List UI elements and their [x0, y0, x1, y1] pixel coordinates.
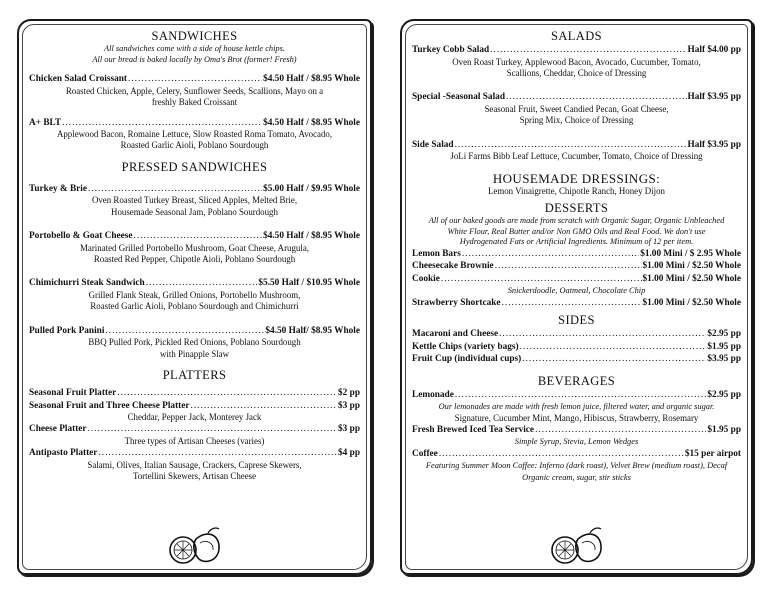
item-description: Tortellini Skewers, Artisan Cheese [132, 471, 257, 482]
item-price: $1.00 Mini / $ 2.95 Whole [640, 248, 741, 259]
item-price: $2.95 pp [707, 389, 741, 400]
item-price: $4.50 Half / $8.95 Whole [263, 231, 360, 242]
item-name: Chicken Salad Croissant [29, 74, 127, 85]
item-name: Seasonal Fruit Platter [29, 388, 117, 399]
item-description: Oven Roast Turkey, Applewood Bacon, Avocado, Cucumber, Tomato, [452, 56, 701, 67]
section-title-sides: SIDES [558, 313, 595, 328]
item-price: $1.00 Mini / $2.50 Whole [642, 261, 741, 272]
section-title-sandwiches: SANDWICHES [151, 29, 238, 43]
item-description: Three types of Artisan Cheeses (varies) [124, 435, 265, 446]
item-price: $4.50 Half/ $8.95 Whole [265, 325, 360, 336]
item-price: $1.95 pp [707, 424, 741, 435]
item-description: Roasted Chicken, Apple, Celery, Sunflower Seeds, Scallions, Mayo on a [65, 85, 324, 96]
item-description: Applewood Bacon, Romaine Lettuce, Slow Roasted Roma Tomato, Avocado, [56, 129, 333, 139]
dessert-note: All of our baked goods are made from scratch with Organic Sugar, Organic Unbleached [428, 215, 725, 225]
item-price: $3 pp [338, 400, 360, 411]
menu-panel-left [17, 19, 372, 575]
menu-item [412, 448, 741, 461]
item-name: Chimichurri Steak Sandwich [29, 278, 145, 289]
section-title-desserts: DESSERTS [544, 200, 609, 215]
item-name: Kettle Chips (variety bags) [412, 341, 519, 352]
menu-item [412, 353, 741, 366]
menu-item [29, 447, 360, 460]
fruit-illustration-icon [546, 525, 608, 569]
item-price: $5.50 Half / $10.95 Whole [258, 278, 360, 289]
menu-item [29, 230, 360, 265]
item-description: Scallions, Cheddar, Choice of Dressing [506, 67, 647, 78]
item-description: Housemade Seasonal Jam, Poblano Sourdough [111, 206, 278, 217]
item-price: $4.50 Half / $8.95 Whole [263, 74, 360, 85]
lemonade-flavors: Signature, Cucumber Mint, Mango, Hibiscus, Strawberry, Rosemary [454, 412, 699, 423]
section-title-dressings: HOUSEMADE DRESSINGS: [492, 170, 661, 186]
item-name: Fruit Cup (individual cups) [412, 354, 522, 365]
item-name: Lemonade [412, 389, 454, 400]
item-description: Roasted Garlic Aioli, Poblano Sourdough [120, 140, 269, 151]
item-description: Grilled Flank Steak, Grilled Onions, Portobello Mushroom, [88, 289, 301, 300]
menu-item [412, 297, 741, 310]
menu-item [29, 423, 360, 436]
item-name: Antipasto Platter [29, 448, 98, 459]
item-name: Macaroni and Cheese [412, 329, 499, 340]
menu-item [29, 325, 360, 360]
section-title-pressed-sandwiches: PRESSED SANDWICHES [121, 159, 268, 174]
item-description: Salami, Olives, Italian Sausage, Crackers, Caprese Skewers, [87, 459, 302, 470]
item-description: with Pinapple Slaw [159, 348, 230, 359]
bread-note: All our bread is baked locally by Oma's Brot (former! Fresh) [92, 54, 297, 64]
item-price: Half $4.00 pp [687, 45, 741, 55]
item-price: $15 per airpot [684, 448, 741, 459]
item-price: $2 pp [338, 388, 360, 399]
item-name: Cookie [412, 273, 440, 284]
item-price: $2.95 pp [707, 329, 741, 340]
section-title-platters: PLATTERS [162, 368, 227, 383]
sandwich-note: All sandwiches come with a side of house kettle chips. [104, 44, 285, 53]
item-name: Cheesecake Brownie [412, 261, 494, 272]
item-name: Lemon Bars [412, 248, 461, 259]
item-name: Side Salad [412, 139, 454, 150]
item-name: Strawberry Shortcake [412, 297, 501, 308]
item-name: Coffee [412, 448, 438, 459]
item-price: $4.50 Half / $8.95 Whole [263, 117, 360, 128]
menu-panel-right [400, 19, 753, 575]
item-price: Half $3.95 pp [687, 139, 741, 150]
item-price: Half $3.95 pp [687, 92, 741, 103]
item-price: $5.00 Half / $9.95 Whole [263, 183, 360, 194]
menu-item [29, 73, 360, 108]
menu-item [412, 44, 741, 79]
item-description: Roasted Garlic Aioli, Poblano Sourdough and Chimichurri [90, 301, 299, 312]
item-name: Portobello & Goat Cheese [29, 231, 133, 242]
item-name: Seasonal Fruit and Three Cheese Platter [29, 400, 190, 411]
item-price: $3 pp [338, 424, 360, 435]
dessert-note: Hydrogenated Fats or Artificial Ingredients. Minimum of 12 per item. [459, 237, 694, 247]
menu-item [29, 387, 360, 400]
menu-item [412, 91, 741, 126]
item-description: Roasted Red Pepper, Chipotle Aioli, Poblano Sourdough [93, 254, 296, 265]
coffee-note: Organic cream, sugar, stir sticks [522, 472, 631, 482]
item-price: $1.00 Mini / $2.50 Whole [642, 273, 741, 284]
menu-item [412, 260, 741, 273]
tea-note: Simple Syrup, Stevia, Lemon Wedges [514, 437, 639, 447]
menu-item [412, 273, 741, 286]
item-name: Turkey & Brie [29, 183, 88, 194]
item-name: A+ BLT [29, 117, 62, 128]
menu-item [29, 117, 360, 152]
section-title-salads: SALADS [550, 29, 603, 43]
item-description: Marinated Grilled Portobello Mushroom, Goat Cheese, Arugula, [80, 242, 309, 253]
item-name: Special -Seasonal Salad [412, 92, 505, 103]
menu-item [412, 328, 741, 341]
menu-item [412, 248, 741, 261]
item-description: BBQ Pulled Pork, Pickled Red Onions, Poblano Sourdough [88, 337, 301, 348]
coffee-note: Featuring Summer Moon Coffee: Inferno (dark roast), Velvet Brew (medium roast), Decaf [425, 461, 728, 471]
item-price: $3.95 pp [707, 354, 741, 365]
menu-item [412, 389, 741, 402]
section-title-beverages: BEVERAGES [537, 373, 616, 388]
menu-item [412, 139, 741, 163]
item-description: Oven Roasted Turkey Breast, Sliced Apples, Melted Brie, [91, 195, 298, 206]
item-description: freshly Baked Croissant [151, 97, 238, 108]
item-description: Seasonal Fruit, Sweet Candied Pecan, Goat Cheese, [484, 103, 669, 114]
item-description: Cheddar, Pepper Jack, Monterey Jack [127, 412, 262, 423]
item-price: $1.95 pp [707, 341, 741, 352]
lemonade-note: Our lemonades are made with fresh lemon juice, filtered water, and organic sugar. [438, 402, 715, 412]
cookie-flavors: Snickerdoodle, Oatmeal, Chocolate Chip [507, 286, 646, 296]
item-name: Fresh Brewed Iced Tea Service [412, 424, 535, 435]
menu-item [29, 400, 360, 413]
menu-item [29, 183, 360, 218]
item-description: JoLi Farms Bibb Leaf Lettuce, Cucumber, Tomato, Choice of Dressing [450, 151, 703, 162]
menu-item [412, 341, 741, 354]
item-price: $1.00 Mini / $2.50 Whole [642, 297, 741, 308]
item-name: Pulled Pork Panini [29, 325, 105, 336]
item-price: $4 pp [338, 448, 360, 459]
fruit-illustration-icon [164, 525, 226, 569]
dressing-list: Lemon Vinaigrette, Chipotle Ranch, Honey Dijon [487, 185, 665, 196]
item-name: Cheese Platter [29, 424, 87, 435]
item-name: Turkey Cobb Salad [412, 45, 490, 55]
menu-item [29, 277, 360, 312]
dessert-note: White Flour, Real Butter and/or Non GMO Oils and Real Food. We don't use [447, 226, 706, 236]
menu-item [412, 424, 741, 437]
item-description: Spring Mix, Choice of Dressing [519, 115, 634, 126]
